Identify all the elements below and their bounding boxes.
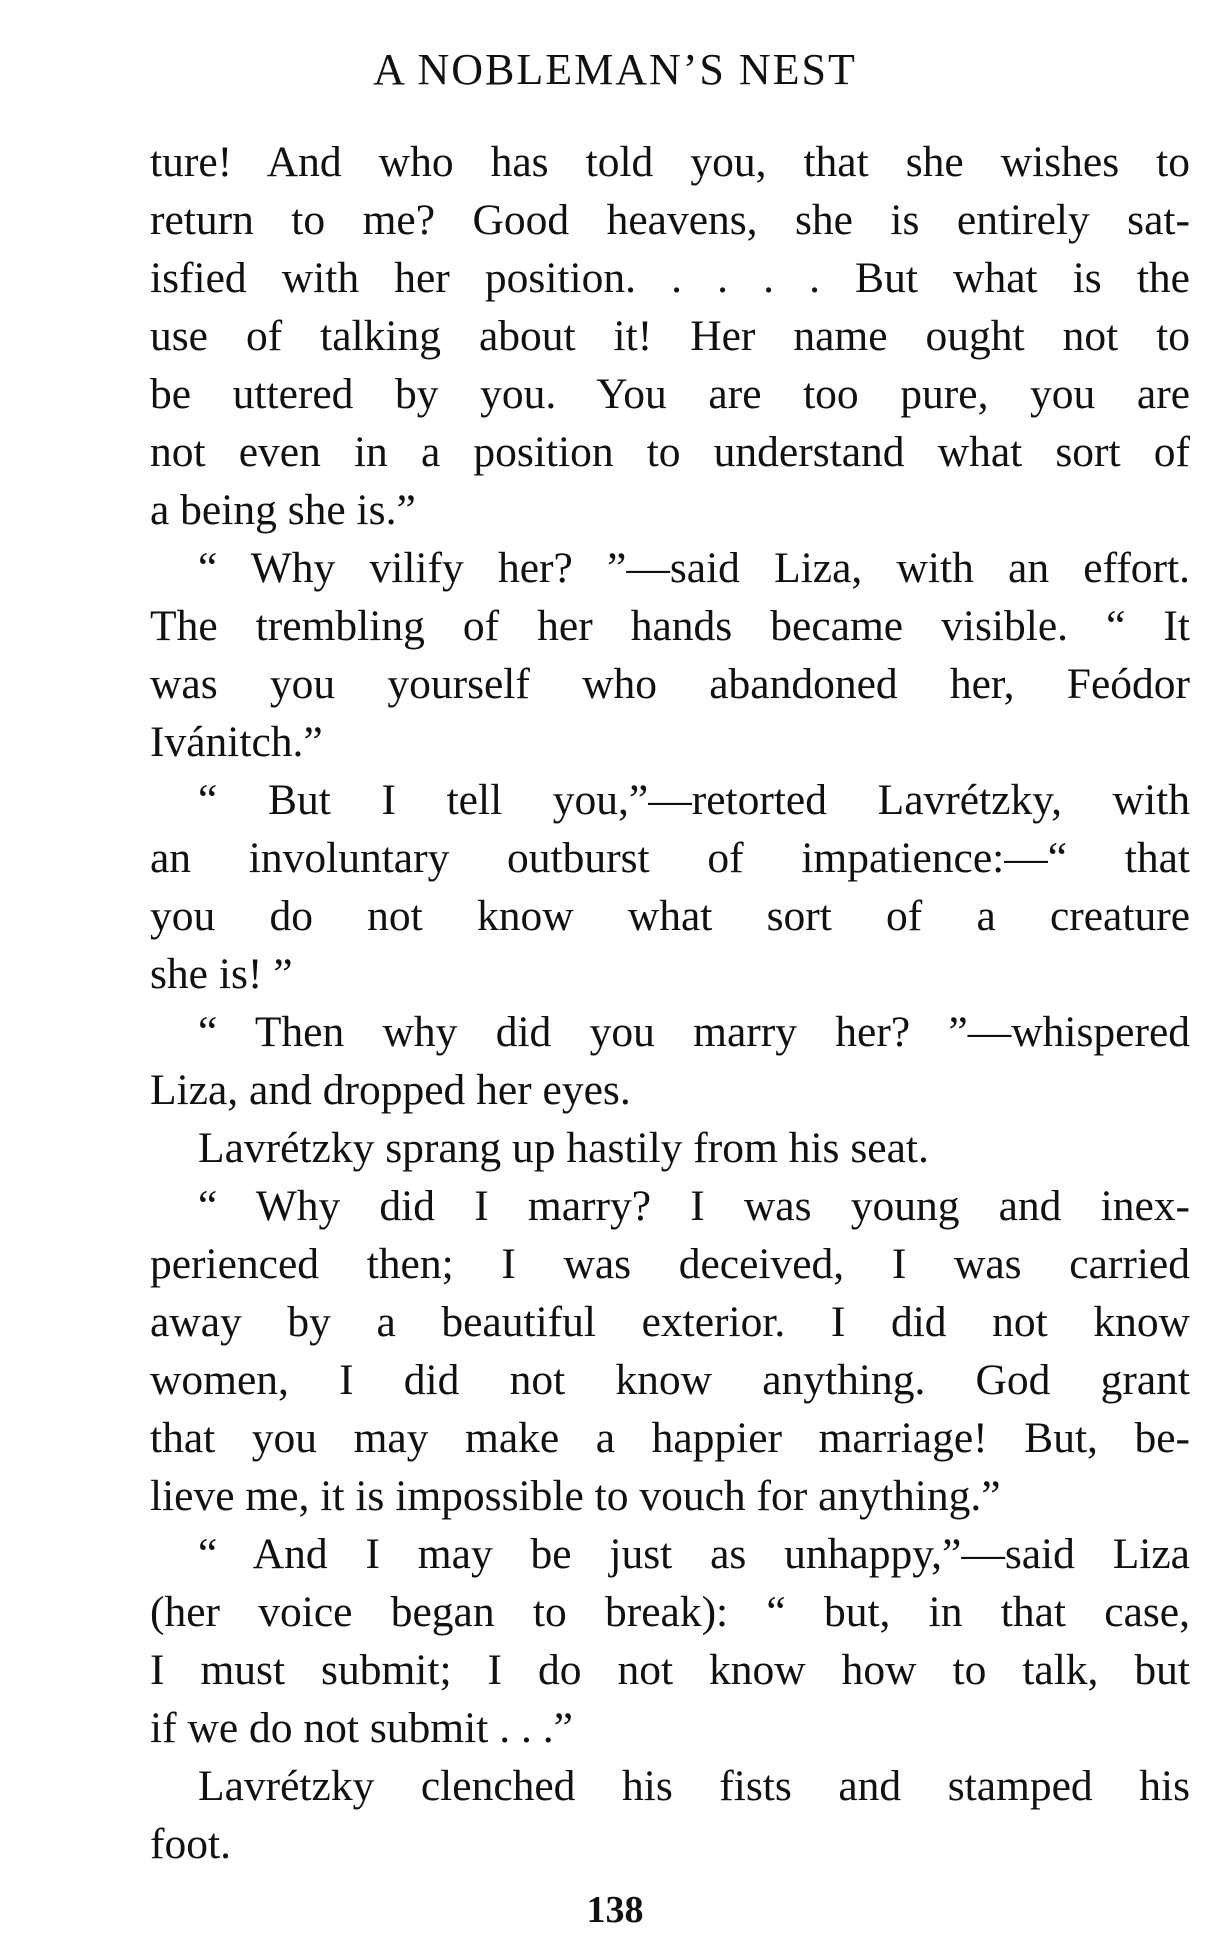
paragraph [150,1119,1190,1177]
text-line: not even in a position to understand what sort of [150,428,1190,476]
paragraph [150,1525,1190,1757]
paragraph [150,1177,1190,1525]
text-line: perienced then; I was deceived, I was carried [150,1240,1190,1288]
text-line: return to me? Good heavens, she is entirely sat- [150,196,1190,244]
text-line: an involuntary outburst of impatience:—“ that [150,834,1190,882]
body-text [150,133,1190,1873]
text-line: Liza, and dropped her eyes. [150,1066,631,1114]
paragraph [150,1757,1190,1873]
paragraph [150,539,1190,771]
page-number: 138 [586,1889,644,1931]
text-line: use of talking about it! Her name ought not to [150,312,1190,360]
text-line: The trembling of her hands became visible. “ It [150,602,1190,650]
text-line: women, I did not know anything. God grant [150,1356,1190,1404]
running-title: A NOBLEMAN’S NEST [373,45,857,94]
text-line: ture! And who has told you, that she wishes to [150,138,1190,186]
text-line: lieve me, it is impossible to vouch for anything.” [150,1472,1001,1520]
paragraph [150,1003,1190,1119]
text-line: “ Why vilify her? ”—said Liza, with an effort. [198,544,1190,592]
text-line: isfied with her position. . . . . But what is the [150,254,1190,302]
paragraph [150,771,1190,1003]
text-line: Ivánitch.” [150,718,323,766]
text-line: that you may make a happier marriage! But, be- [150,1414,1190,1462]
text-line: Lavrétzky clenched his fists and stamped his [198,1762,1190,1810]
text-line: if we do not submit . . .” [150,1704,573,1752]
text-line: “ Why did I marry? I was young and inex- [198,1182,1190,1230]
text-line: a being she is.” [150,486,416,534]
text-line: Lavrétzky sprang up hastily from his seat. [198,1124,929,1172]
text-line: away by a beautiful exterior. I did not know [150,1298,1190,1346]
text-line: she is! ” [150,950,293,998]
text-line: be uttered by you. You are too pure, you are [150,370,1190,418]
text-line: I must submit; I do not know how to talk, but [150,1646,1190,1694]
text-line: was you yourself who abandoned her, Feódor [150,660,1190,708]
text-line: (her voice began to break): “ but, in that case, [150,1588,1190,1636]
text-line: “ And I may be just as unhappy,”—said Liza [198,1530,1190,1578]
text-line: “ Then why did you marry her? ”—whispered [198,1008,1190,1056]
text-line: foot. [150,1820,231,1868]
text-line: you do not know what sort of a creature [150,892,1190,940]
text-line: “ But I tell you,”—retorted Lavrétzky, with [198,776,1190,824]
paragraph [150,133,1190,539]
